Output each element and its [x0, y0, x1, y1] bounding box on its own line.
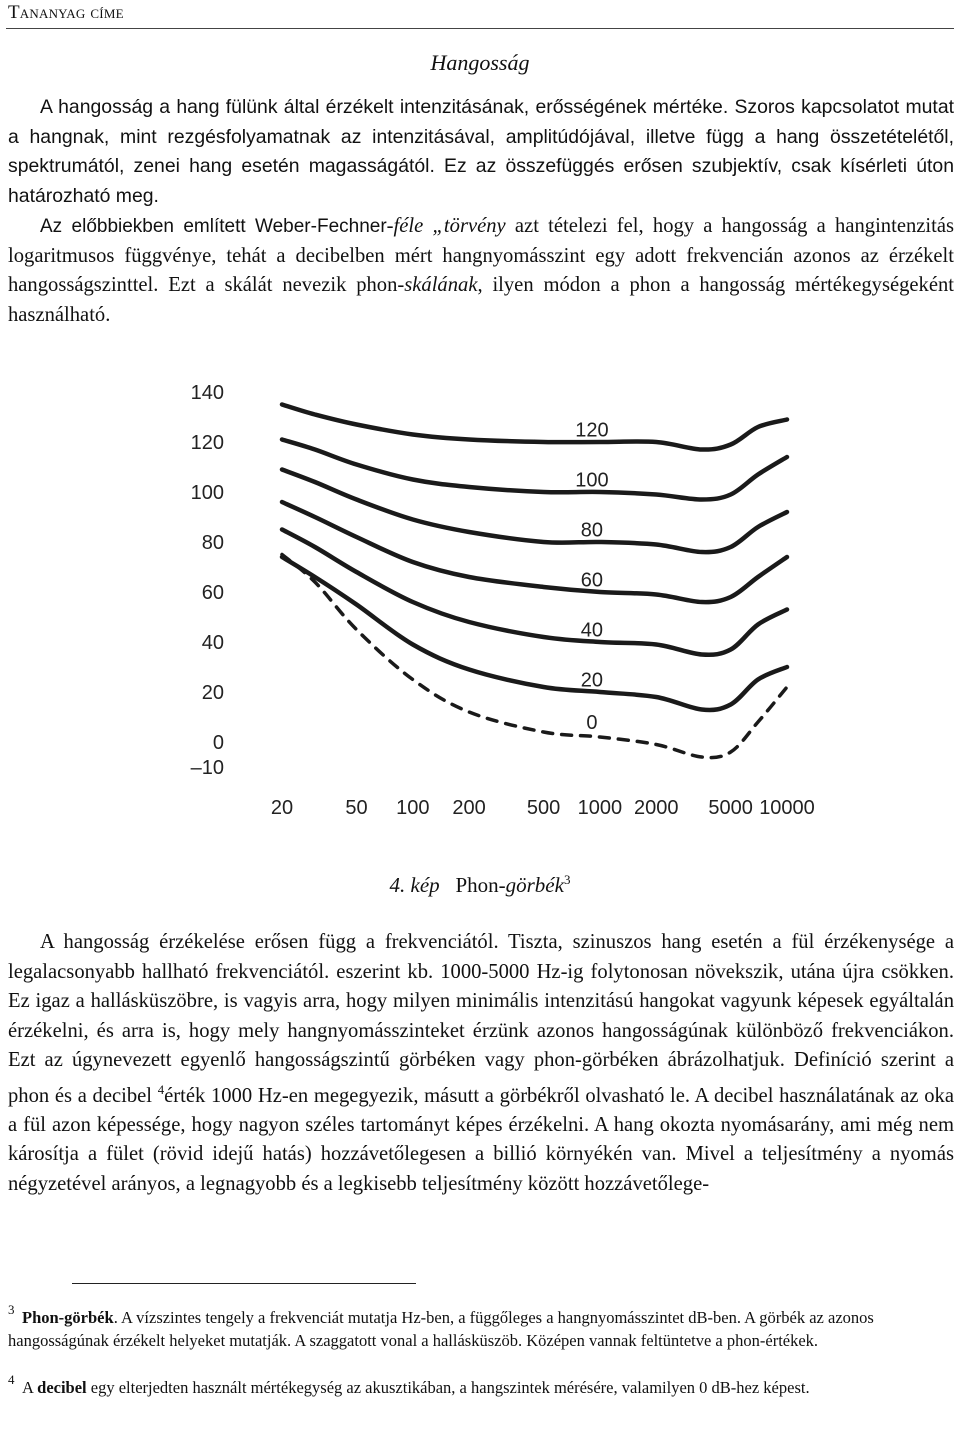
p2-text-e: skálának — [404, 274, 478, 296]
y-tick-label: –10 — [190, 757, 224, 779]
y-tick-label: 140 — [190, 382, 224, 404]
p3-footnote-ref[interactable]: 4 — [157, 1082, 165, 1097]
phon-curve-40 — [282, 530, 787, 655]
phon-label: 0 — [586, 712, 598, 734]
y-tick-label: 120 — [190, 432, 224, 454]
caption-text-a: Phon- — [455, 873, 506, 897]
p2-text-f: , ilyen módon a phon a hangosság mértékegységeként használható. — [8, 274, 954, 326]
footnote-4-number: 4 — [8, 1372, 15, 1387]
x-tick-label: 20 — [270, 797, 294, 819]
p2-text-c: -féle „törvény — [386, 215, 506, 237]
caption-footnote-ref[interactable]: 3 — [563, 872, 571, 887]
y-tick-label: 0 — [212, 732, 224, 754]
p2-text-b: Weber-Fechner — [255, 216, 387, 237]
x-tick-label: 100 — [396, 797, 430, 819]
section-title: Hangosság — [430, 50, 530, 75]
x-tick-label: 50 — [345, 797, 368, 819]
footnote-3-text: . A vízszintes tengely a frekvenciát mutatja Hz-ben, a függőleges a hangnyomásszintet dB-ben. A görbék az azonos hangosságúnak érzékelt helyeket mutatják. A szaggatott vonal a hallásküszöb. Középen vannak feltüntetve a phon-értékek. — [8, 1308, 874, 1350]
phon-label: 40 — [580, 619, 604, 642]
footnote-3-number: 3 — [8, 1302, 15, 1317]
figure-caption — [0, 872, 960, 898]
footnote-3 — [8, 1302, 958, 1352]
phon-curves-chart — [172, 372, 815, 827]
header-title: Tananyag címe — [8, 2, 124, 23]
footnote-4-text: egy elterjedten használt mértékegység az akusztikában, a hangszintek mérésére, valamilyen 0 dB-hez képest. — [86, 1378, 810, 1397]
y-tick-label: 100 — [190, 482, 224, 504]
phon-label: 20 — [580, 669, 604, 692]
document-header — [8, 2, 124, 24]
p3-text-a: A hangosság érzékelése erősen függ a frekvenciától. Tiszta, szinuszos hang esetén a fül érzékenysége a legalacsonyabb hallható frekvenciától. eszerint kb. 1000-5000 Hz-ig folytonosan növekszik, utána újra csökken. Ez igaz a hallásküszöbre, is vagyis arra, hogy milyen minimális intenzitású hangokat vagyunk képesek egyáltalán érzékelni, és arra is, hogy mely hangnyomásszinteket érzünk azonos hangosságúnak különböző frekvenciákon. Ezt az úgynevezett egyenlő hangosságszintű görbéken vagy phon-görbéken ábrázolhatjuk. Definíció szerint a phon és a decibel — [8, 931, 954, 1107]
footnote-4 — [8, 1372, 958, 1399]
x-tick-label: 5000 — [708, 797, 753, 819]
p2-text-a: Az előbbiekben említett — [40, 216, 256, 237]
y-tick-label: 80 — [201, 532, 224, 554]
x-tick-label: 10000 — [759, 797, 815, 819]
x-tick-label: 500 — [526, 797, 561, 819]
phon-label: 80 — [580, 519, 604, 542]
caption-number: 4. kép — [389, 873, 440, 897]
chart-svg — [172, 372, 815, 827]
header-rule — [6, 28, 954, 29]
footnote-4-term: decibel — [37, 1378, 87, 1397]
x-tick-label: 1000 — [577, 797, 623, 819]
x-tick-label: 2000 — [633, 797, 679, 819]
y-tick-label: 20 — [201, 682, 224, 704]
caption-text-b: görbék — [505, 873, 564, 897]
footnote-4-pre: A — [22, 1378, 38, 1397]
paragraph-weber-fechner — [8, 212, 954, 330]
phon-label: 120 — [575, 419, 609, 442]
footnote-rule — [72, 1283, 416, 1284]
paragraph-frequency — [8, 928, 954, 1199]
footnote-3-term: Phon-görbék — [22, 1308, 114, 1327]
y-tick-label: 60 — [201, 582, 224, 604]
x-tick-label: 200 — [452, 797, 486, 819]
p2-text-d: azt tételezi fel, hogy a hangosság a hangintenzitás logaritmusos függvénye, tehát a decibelben mért hangnyomásszint egy adott frekvencián azonos az érzékelt hangosságszinttel. Ezt a skálát nevezik phon- — [8, 215, 954, 296]
phon-label: 100 — [575, 469, 609, 492]
phon-curve-120 — [282, 405, 787, 450]
p3-text-b: érték 1000 Hz-en megegyezik, másutt a görbékről olvasható le. A decibel használatának az oka a fül azon képessége, hogy nagyon széles tartományt képes érzékelni. A hang okozta nyomásarány, ami még nem károsítja a fület (rövid idejű hatás) hozzávetőlegesen a billió környékén van. Mivel a teljesítmény a nyomás négyzetével arányos, a legnagyobb és a legkisebb teljesítmény között hozzávetőlege- — [8, 1084, 954, 1195]
phon-label: 60 — [580, 569, 604, 592]
paragraph-intro: A hangosság a hang fülünk által érzékelt intenzitásának, erősségének mértéke. Szoros kapcsolatot mutat a hangnak, mint rezgésfolyamatnak az intenzitásával, amplitúdójával, illetve függ a hang összetételétől, spektrumától, zenei hang esetén magasságától. Ez az összefüggés erősen szubjektív, csak kísérleti úton határozható meg. — [8, 96, 954, 207]
y-tick-label: 40 — [201, 632, 224, 654]
